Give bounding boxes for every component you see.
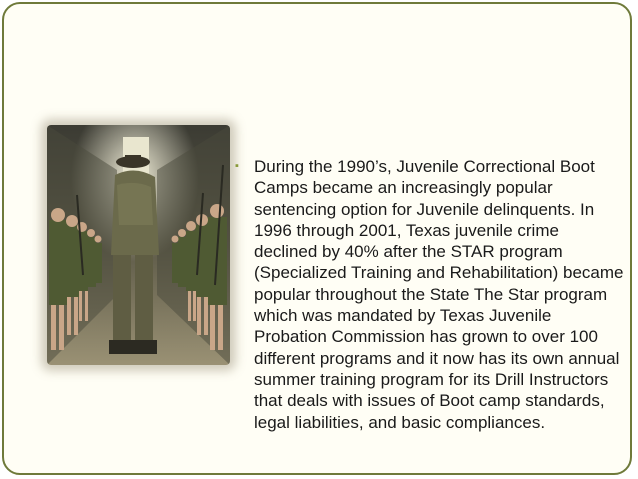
slide-frame bbox=[2, 2, 632, 475]
bullet-text: During the 1990’s, Juvenile Correctional Boot Camps became an increasingly popular sentencing option for Juvenile delinquents. In 1996 through 2001, Texas juvenile crime declined by 40% after the STAR program (Specialized Training and Rehabilitation) became popular throughout the State The Star program which was mandated by Texas Juvenile Probation Commission has grown to over 100 different programs and it now has its own annual summer training program for its Drill Instructors that deals with issues of Boot camp standards, legal liabilities, and basic compliances. bbox=[254, 157, 624, 432]
boot-camp-photo bbox=[47, 125, 230, 365]
bullet-marker-icon: ▪ bbox=[235, 160, 239, 172]
bullet-content bbox=[235, 156, 625, 433]
